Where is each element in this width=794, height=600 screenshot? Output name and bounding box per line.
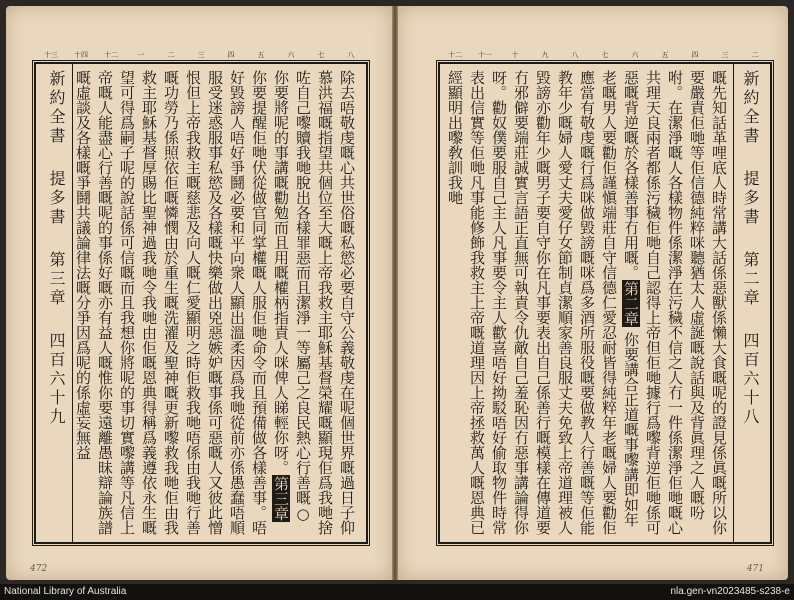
column-rule xyxy=(733,64,734,542)
left-page xyxy=(6,6,392,580)
right-text-frame xyxy=(438,62,772,544)
right-page xyxy=(398,6,788,580)
left-body-text: 除去唔敬虔嘅心共世俗嘅私慾必要自守公義敬虔在呢個世界嘅過日子仰慕洪福嘅指望共個位至大嘅上帝我救主耶穌基督榮耀嘅顯現佢爲我哋捨咗自己嚟贖我哋脫出各樣罪惡而且潔淨一等屬己之良民熱心行善嘅○你要將呢的事講嘅勸勉而且用嘅權柄指責人咪俾人睇輕你呀。第三章 你要提醒佢哋伏從做官同掌權嘅人服佢哋命令而且預備做各樣善事。唔好毀謗人唔好爭鬪必要和平向衆人顯出溫柔因爲我哋從前亦係愚蠢唔順服受迷惑服事私慾及各樣嘅快樂做出兇惡嫉妒嘅事係可惡嘅人又彼此憎恨但上帝我救主嘅慈悲及向人嘅仁愛顯明之時佢救我哋唔係由我哋行善嘅功勞乃係照依佢嘅憐憫由於重生嘅洗濯及聖神嘅更新嚟救我哋佢由我救主耶穌基督厚賜比聖神過我哋令我哋由佢嘅恩典得稱爲義遵依永生嘅望可得爲嗣子呢的說話係可信嘅而且我想你將呢的事切實嚟講等凡信上帝嘅人能盡心行善嘅呢的事係好嘅亦有益人嘅惟你要遠離愚昧辯論族譜嘅虛談及各樣嘅爭鬪共議論律法嘅分爭因爲呢的係虛妄無益 xyxy=(74,70,356,535)
right-body-text: 嘅先知話革哩底人時常講大話係惡獸係懶大食嘅呢的證見係眞嘅所以你要嚴責佢哋等佢信德純粹咪聽猶太人虛誕嘅說話與及背眞理之人嘅吩咐。在潔淨嘅人各樣物件係潔淨在污穢不信之人冇一件係潔淨佢哋嘅心共理天良兩者都係污穢佢哋自己認得上帝但佢哋據行爲嚟背逆佢哋係可惡嘅背逆嘅於各樣善事冇用嘅。第二章 你要講合正道嘅事嚟講即如年老嘅男人要勸佢謹愼端莊自守信德仁愛忍耐皆得純粹年老嘅婦人要勸佢應當有敬虔嘅行爲咪做毀謗嘅咪爲多酒所服役嘅要做教人行善嘅等佢能教年少嘅婦人愛丈夫愛仔女節制貞潔順家善良服丈夫免致上帝道理被人毀謗亦勸年少嘅男子要自守你在凡事要表出自己係善行嘅模樣在傳道要冇邪僻要端莊誠實言語正直無可執責令仇敵自己羞恥因冇惡事講論得你呀。勸奴僕要服自己主人凡事要令主人歡喜唔好拗駁唔好偷取物件時常表出信實等佢哋凡事能修飾我救主上帝嘅道理因上帝拯救萬人嘅恩典已經顯明出嚟敎訓我哋 xyxy=(446,70,728,535)
pencil-note: 471 xyxy=(746,564,764,574)
chapter-heading: 第二章 xyxy=(741,251,760,308)
page-number: 四百六十八 xyxy=(741,332,760,427)
page-number: 四百六十九 xyxy=(47,332,66,427)
item-identifier: nla.gen-vn2023485-s238-e xyxy=(670,586,790,597)
left-text-frame xyxy=(34,62,368,544)
left-column-numbers: 十三 十四 十二 一 二 三 四 五 六 七 八 xyxy=(44,51,355,59)
book-name: 提多書 xyxy=(741,170,760,227)
book-name: 提多書 xyxy=(47,170,66,227)
right-column-numbers: 十二 十一 十 九 八 七 六 五 四 三 二 xyxy=(448,51,759,59)
book-title: 新約全書 xyxy=(47,70,66,146)
right-running-title xyxy=(736,70,764,536)
book-title: 新約全書 xyxy=(741,70,760,146)
left-running-title xyxy=(42,70,70,536)
chapter-heading: 第三章 xyxy=(47,251,66,308)
pencil-note: 472 xyxy=(30,564,48,574)
library-footer xyxy=(0,584,794,600)
library-name: National Library of Australia xyxy=(4,586,127,597)
